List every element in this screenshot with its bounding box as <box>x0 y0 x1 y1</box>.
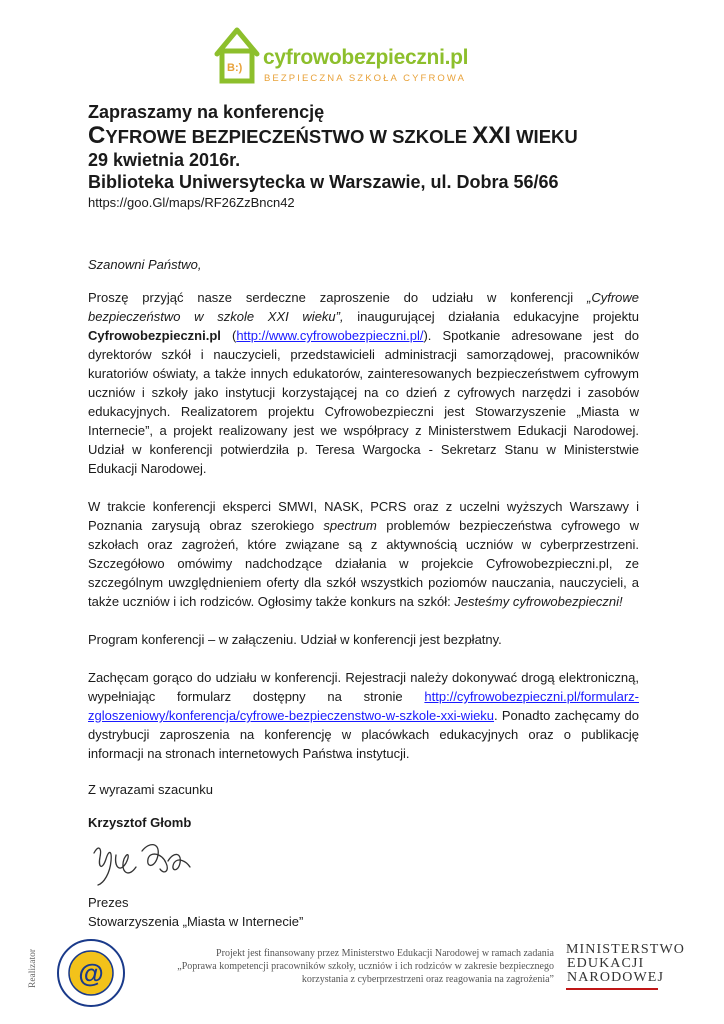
ministry-red-bar <box>566 988 658 990</box>
house-logo-icon <box>213 24 263 86</box>
funding-line-2: „Poprawa kompetencji pracowników szkoły, uczniów i ich rodziców w zakresie bezpiecznego <box>177 961 554 972</box>
paragraph-4 <box>88 668 639 763</box>
funding-line-3: korzystania z cyberprzestrzeni oraz reagowania na zagrożenia” <box>301 974 554 985</box>
paragraph-3: Program konferencji – w załączeniu. Udział w konferencji jest bezpłatny. <box>88 632 502 647</box>
paragraph-2 <box>88 497 639 611</box>
map-link[interactable]: https://goo.Gl/maps/RF26ZzBncn42 <box>88 195 295 210</box>
signer-role: Prezes <box>88 895 129 910</box>
logo-tagline: BEZPIECZNA SZKOŁA CYFROWA <box>264 73 467 84</box>
p4-text-1: Zachęcam gorąco do udziału w konferencji. Rejestracji należy dokonywać drogą elektroniczną, wypełniając formularz dostępny na stronie <box>88 670 639 704</box>
p1-text-1: Proszę przyjąć nasze serdeczne zaproszenie do udziału w konferencji <box>88 290 587 305</box>
p2-text-1: W trakcie konferencji eksperci SMWI, NASK, PCRS oraz z uczelni wyższych Warszawy i Poznania zarysują obraz szerokiego <box>88 499 639 533</box>
closing-line: Z wyrazami szacunku <box>88 782 213 797</box>
event-place: Biblioteka Uniwersytecka w Warszawie, ul. Dobra 56/66 <box>88 172 559 192</box>
p2-spectrum: spectrum <box>323 518 377 533</box>
p1-text-3: ( <box>220 328 237 343</box>
invite-heading: Zapraszamy na konferencję <box>88 102 325 122</box>
p2-contest-name: Jesteśmy cyfrowobezpieczni! <box>454 594 623 609</box>
paragraph-1 <box>88 288 639 478</box>
ministry-line-1: MINISTERSTWO <box>566 942 685 957</box>
event-date: 29 kwietnia 2016r. <box>88 150 241 170</box>
badge-emblem-icon <box>56 938 126 1008</box>
greeting: Szanowni Państwo, <box>88 257 202 272</box>
project-funding-note <box>176 947 554 986</box>
p4-text-2: . Ponadto zachęcamy do dystrybucji zaproszenia na konferencję w placówkach edukacyjnych oraz o publikację informacji na stronach internetowych Państwa instytucji. <box>88 708 639 761</box>
logo-emblem-text: B:) <box>227 62 243 74</box>
badge-at-symbol: @ <box>78 958 104 988</box>
cyfrowobezpieczni-logo <box>213 24 473 86</box>
letter-body <box>88 255 639 931</box>
p1-project-name: Cyfrowobezpieczni.pl <box>88 328 221 343</box>
title-xxi: XXI <box>472 122 511 149</box>
signer-name: Krzysztof Głomb <box>88 815 192 830</box>
p2-text-2: problemów bezpieczeństwa cyfrowego w szkołach oraz zagrożeń, które związane są z aktywnością uczniów w cyberprzestrzeni. Szczegółowo omówimy nadchodzące działania w projekcie Cyfrowobezpieczni.pl, ze szczególnym uwzględnieniem oferty dla szkół wszystkich poziomów nauczania, nauczycieli, a także uczniów i ich rodziców. Ogłosimy także konkurs na szkół: <box>88 518 639 609</box>
project-website-link[interactable]: http://www.cyfrowobezpieczni.pl/ <box>236 328 424 343</box>
realizator-label: Realizator <box>28 948 38 988</box>
funding-line-1: Projekt jest finansowany przez Ministerstwo Edukacji Narodowej w ramach zadania <box>216 948 554 959</box>
title-initial: C <box>88 122 106 149</box>
ministry-line-3: NARODOWEJ <box>567 970 665 985</box>
signature-image <box>90 837 200 889</box>
p1-conference-name: „Cyfrowe bezpieczeństwo w szkole XXI wieku”, <box>88 290 639 324</box>
title-part2: WIEKU <box>510 126 578 147</box>
p1-text-4: ). Spotkanie adresowane jest do dyrektorów szkół i nauczycieli, przedstawicieli administracji samorządowej, pracowników kuratoriów oświaty, a także innych edukatorów, zainteresowanych bezpieczeństwem cyfrowym uczniów i szkoły jako instytucji korzystającej na co dzień z cyfrowych narzędzi i zasobów edukacyjnych. Realizatorem projektu Cyfrowobezpieczni jest Stowarzyszenie „Miasta w Internecie”, a projekt realizowany jest we współpracy z Ministerstwem Edukacji Narodowej. Udział w konferencji potwierdziła p. Teresa Wargocka - Sekretarz Stanu w Ministerstwie Edukacji Narodowej. <box>88 328 639 476</box>
conference-title <box>88 124 648 149</box>
title-part1: YFROWE BEZPIECZEŃSTWO W SZKOLE <box>105 126 473 147</box>
ministry-logo <box>566 942 685 990</box>
event-header <box>88 101 648 212</box>
ministry-line-2: EDUKACJI <box>567 956 645 971</box>
registration-form-link[interactable]: http://cyfrowobezpieczni.pl/formularz-zgloszeniowy/konferencja/cyfrowe-bezpieczenstwo-w-szkole-xxi-wieku <box>88 689 639 723</box>
logo-site-name: cyfrowobezpieczni.pl <box>263 46 469 69</box>
p1-text-2: inaugurującej działania edukacyjne projektu <box>343 309 639 324</box>
signer-organization: Stowarzyszenia „Miasta w Internecie” <box>88 914 304 929</box>
miasta-w-internecie-badge <box>56 938 126 1008</box>
